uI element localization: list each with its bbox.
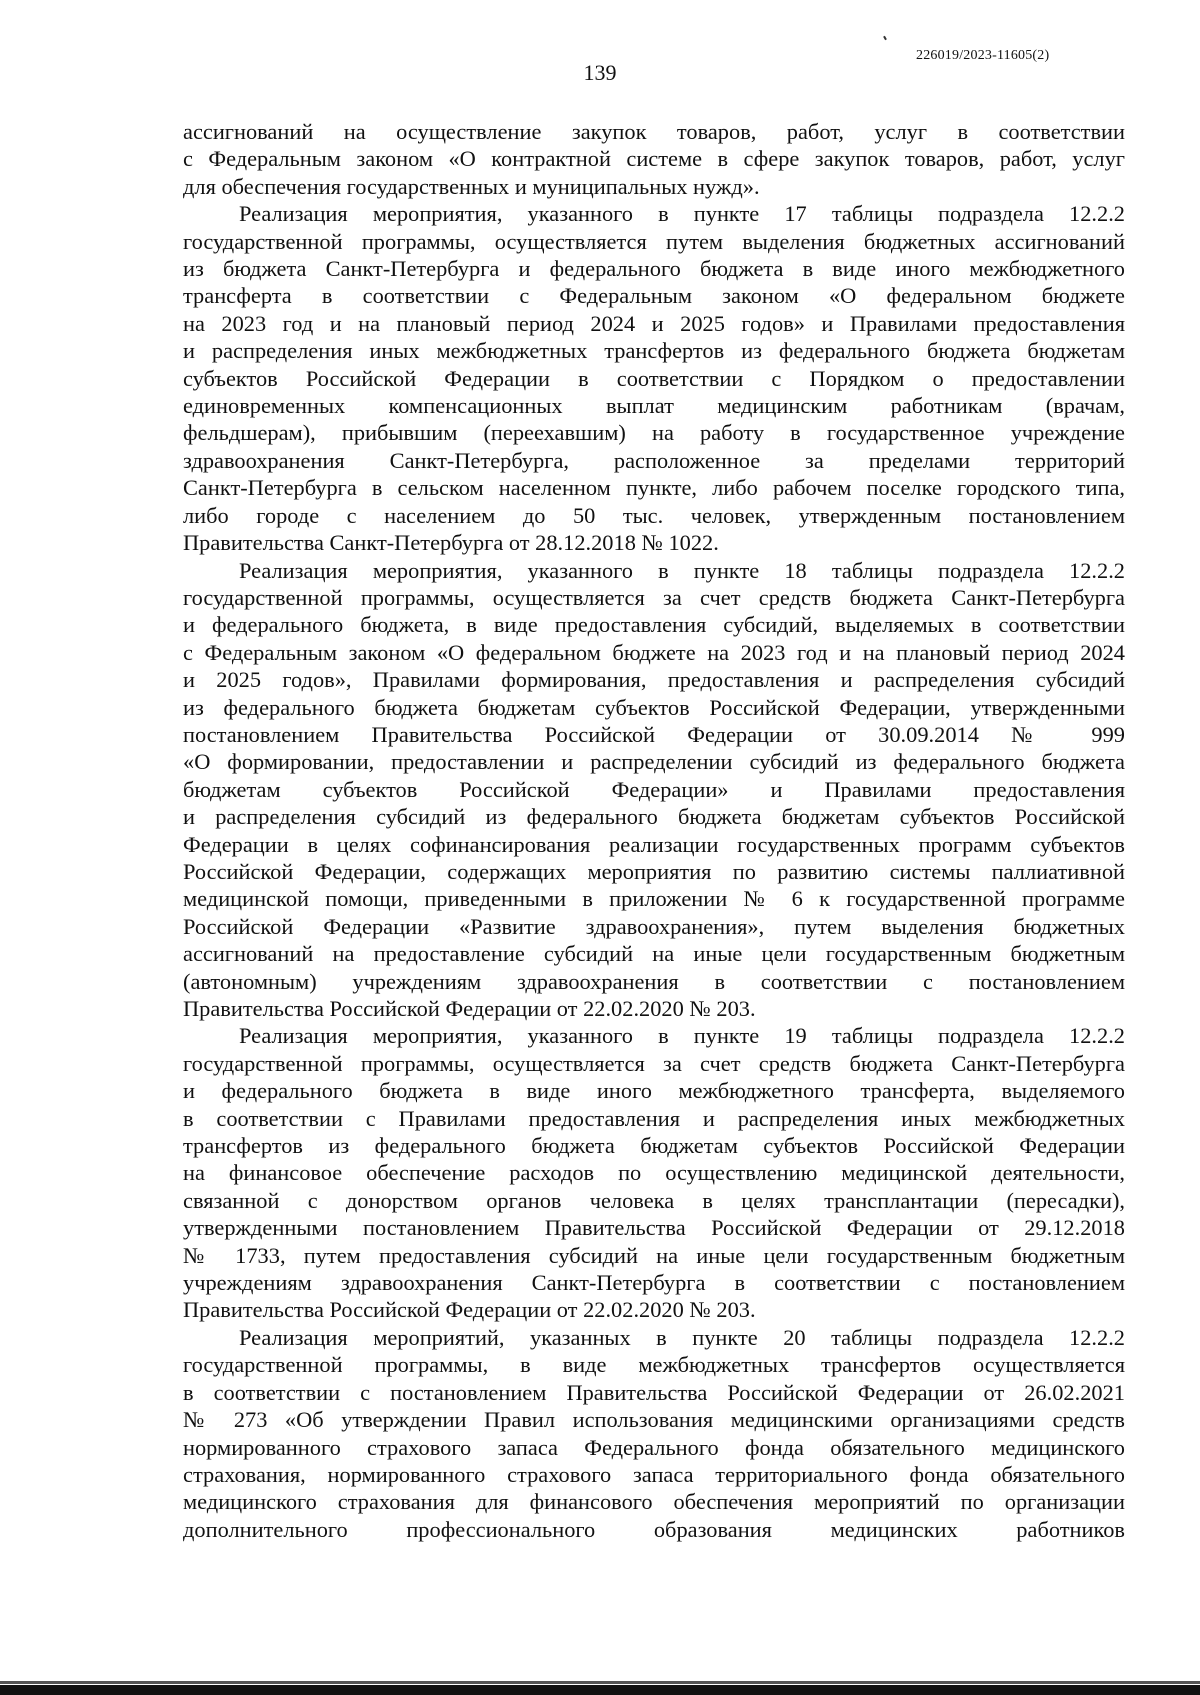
text-line: субъектов Российской Федерации в соответствии с Порядком о предоставлении: [183, 365, 1125, 391]
text-line: в соответствии с постановлением Правительства Российской Федерации от 26.02.2021: [183, 1379, 1125, 1405]
text-line: единовременных компенсационных выплат медицинским работникам (врачам,: [183, 393, 1125, 419]
paragraph: [183, 118, 1125, 200]
text-line: № 1733, путем предоставления субсидий на иные цели государственным бюджетным: [183, 1242, 1125, 1268]
document-body: [183, 118, 1125, 1543]
text-line: и федерального бюджета в виде иного межбюджетного трансферта, выделяемого: [183, 1078, 1125, 1104]
text-line: для обеспечения государственных и муниципальных нужд».: [183, 173, 760, 199]
text-line: страхования, нормированного страхового запаса территориального фонда обязательного: [183, 1461, 1125, 1487]
text-line: и распределения субсидий из федерального бюджета бюджетам субъектов Российской: [183, 804, 1125, 830]
text-line: трансферта в соответствии с Федеральным законом «О федеральном бюджете: [183, 283, 1125, 309]
page-number: 139: [583, 60, 617, 85]
text-line: Федерации в целях софинансирования реализации государственных программ субъектов: [183, 831, 1125, 857]
text-line: и 2025 годов», Правилами формирования, предоставления и распределения субсидий: [183, 667, 1125, 693]
text-line: (автономным) учреждениям здравоохранения в соответствии с постановлением: [183, 968, 1125, 994]
paragraph: [183, 1022, 1125, 1323]
text-line: из бюджета Санкт-Петербурга и федерального бюджета в виде иного межбюджетного: [183, 256, 1125, 282]
scan-edge-line: [0, 1681, 1200, 1684]
text-line: государственной программы, в виде межбюджетных трансфертов осуществляется: [183, 1352, 1125, 1378]
text-line: Правительства Санкт-Петербурга от 28.12.2018 № 1022.: [183, 530, 719, 556]
text-line: с Федеральным законом «О контрактной системе в сфере закупок товаров, работ, услуг: [183, 146, 1125, 172]
text-line: и федерального бюджета, в виде предоставления субсидий, выделяемых в соответствии: [183, 612, 1125, 638]
text-line: № 273 «Об утверждении Правил использования медицинскими организациями средств: [183, 1407, 1125, 1433]
text-line: Правительства Российской Федерации от 22.02.2020 № 203.: [183, 1297, 756, 1323]
text-line: здравоохранения Санкт-Петербурга, расположенное за пределами территорий: [183, 447, 1125, 473]
text-line: Реализация мероприятия, указанного в пункте 19 таблицы подраздела 12.2.2: [239, 1023, 1125, 1049]
scan-speck: [883, 36, 887, 40]
text-line: учреждениям здравоохранения Санкт-Петербурга в соответствии с постановлением: [183, 1270, 1125, 1296]
text-line: Реализация мероприятий, указанных в пункте 20 таблицы подраздела 12.2.2: [239, 1324, 1125, 1350]
text-line: и распределения иных межбюджетных трансфертов из федерального бюджета бюджетам: [183, 338, 1125, 364]
text-line: Российской Федерации «Развитие здравоохранения», путем выделения бюджетных: [183, 913, 1125, 939]
text-line: государственной программы, осуществляется за счет средств бюджета Санкт-Петербурга: [183, 1050, 1125, 1076]
text-line: ассигнований на осуществление закупок товаров, работ, услуг в соответствии: [183, 119, 1125, 144]
text-line: трансфертов из федерального бюджета бюджетам субъектов Российской Федерации: [183, 1133, 1125, 1159]
paragraph: [183, 1324, 1125, 1543]
text-line: «О формировании, предоставлении и распределении субсидий из федерального бюджета: [183, 749, 1125, 775]
text-line: постановлением Правительства Российской Федерации от 30.09.2014 № 999: [183, 721, 1125, 747]
paragraph: [183, 200, 1125, 556]
text-line: на финансовое обеспечение расходов по осуществлению медицинской деятельности,: [183, 1160, 1125, 1186]
text-line: Российской Федерации, содержащих мероприятия по развитию системы паллиативной: [183, 858, 1125, 884]
text-line: с Федеральным законом «О федеральном бюджете на 2023 год и на плановый период 2024: [183, 639, 1125, 665]
text-line: утвержденными постановлением Правительства Российской Федерации от 29.12.2018: [183, 1215, 1125, 1241]
scan-edge-bar: [0, 1685, 1200, 1695]
text-line: Правительства Российской Федерации от 22.02.2020 № 203.: [183, 996, 756, 1021]
text-line: Санкт-Петербурга в сельском населенном пункте, либо рабочем поселке городского типа,: [183, 475, 1125, 501]
text-line: ассигнований на предоставление субсидий на иные цели государственным бюджетным: [183, 941, 1125, 967]
text-line: государственной программы, осуществляется за счет средств бюджета Санкт-Петербурга: [183, 584, 1125, 610]
paragraph: [183, 557, 1125, 1023]
document-registration-number: 226019/2023-11605(2): [916, 48, 1050, 63]
text-line: на 2023 год и на плановый период 2024 и 2025 годов» и Правилами предоставления: [183, 310, 1125, 336]
text-line: бюджетам субъектов Российской Федерации» и Правилами предоставления: [183, 776, 1125, 802]
text-line: связанной с донорством органов человека в целях трансплантации (пересадки),: [183, 1187, 1125, 1213]
text-line: из федерального бюджета бюджетам субъектов Российской Федерации, утвержденными: [183, 694, 1125, 720]
text-line: дополнительного профессионального образования медицинских работников: [183, 1516, 1125, 1542]
text-line: медицинского страхования для финансового обеспечения мероприятий по организации: [183, 1489, 1125, 1515]
text-line: фельдшерам), прибывшим (переехавшим) на работу в государственное учреждение: [183, 420, 1125, 446]
text-line: государственной программы, осуществляется путем выделения бюджетных ассигнований: [183, 228, 1125, 254]
text-line: нормированного страхового запаса Федерального фонда обязательного медицинского: [183, 1434, 1125, 1460]
text-line: Реализация мероприятия, указанного в пункте 18 таблицы подраздела 12.2.2: [239, 557, 1125, 583]
text-line: либо городе с населением до 50 тыс. человек, утвержденным постановлением: [183, 502, 1125, 528]
text-line: в соответствии с Правилами предоставления и распределения иных межбюджетных: [183, 1105, 1125, 1131]
text-line: медицинской помощи, приведенными в приложении № 6 к государственной программе: [183, 886, 1125, 912]
text-line: Реализация мероприятия, указанного в пункте 17 таблицы подраздела 12.2.2: [239, 201, 1125, 227]
